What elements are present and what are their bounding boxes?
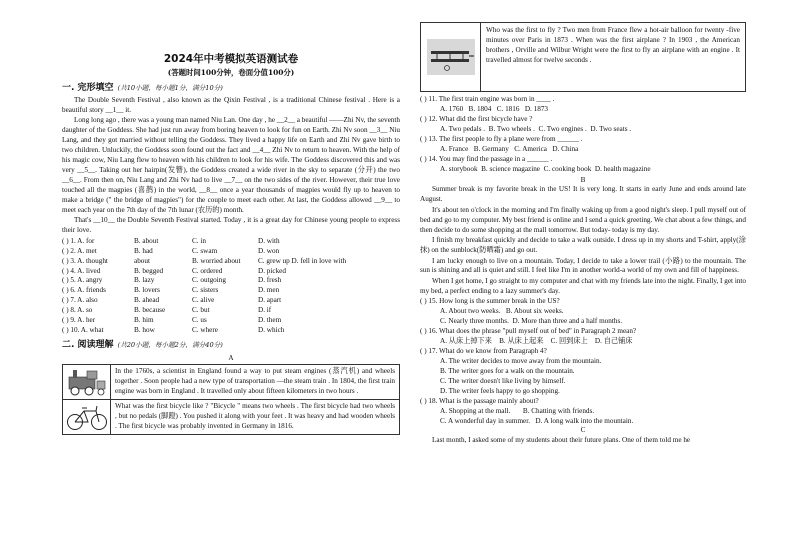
answer-option[interactable]: B. begged xyxy=(134,266,164,275)
answer-option[interactable]: D. men xyxy=(258,286,280,295)
cloze-option-row xyxy=(62,267,400,277)
answer-options[interactable]: A. 1760 B. 1804 C. 1816 D. 1873 xyxy=(440,104,549,113)
answer-option[interactable]: C. sisters xyxy=(192,286,219,295)
cloze-option-row xyxy=(62,286,400,296)
section1-heading: 一. 完形填空 (共10小题，每小题1分，满分10分) xyxy=(62,82,223,93)
answer-option[interactable]: B. him xyxy=(134,316,154,325)
cloze-options xyxy=(62,237,400,336)
passage-b-label: B xyxy=(580,175,586,184)
passage-b xyxy=(420,185,746,296)
passage-b-paragraph: When I get home, I go straight to my computer and chat with my friends late into the night. Finally, I get into my bed, a perfect ending to a lazy summer's day. xyxy=(420,276,746,295)
answer-option[interactable]: about xyxy=(134,256,150,265)
answer-option[interactable]: B. about xyxy=(134,236,159,245)
cloze-option-row xyxy=(62,276,400,286)
answer-option[interactable]: D. apart xyxy=(258,296,282,305)
answer-option[interactable]: C. in xyxy=(192,236,206,245)
passage-a-box xyxy=(62,364,400,435)
answer-option[interactable]: D. with xyxy=(258,236,280,245)
answer-option[interactable]: D. won xyxy=(258,246,280,255)
answer-option[interactable]: B. how xyxy=(134,326,155,335)
answer-option[interactable]: C. us xyxy=(192,316,207,325)
cloze-option-row xyxy=(62,296,400,306)
answer-option[interactable]: D. which xyxy=(258,326,285,335)
answer-option[interactable]: D. if xyxy=(258,306,272,315)
left-column xyxy=(62,52,400,435)
answer-option[interactable]: B. because xyxy=(134,306,166,315)
questions-b xyxy=(420,297,746,426)
answer-option[interactable]: B. ahead xyxy=(134,296,160,305)
answer-option[interactable]: B. lazy xyxy=(134,276,155,285)
answer-option[interactable]: C. but xyxy=(192,306,210,315)
passage-c-first-line: Last month, I asked some of my students about their future plans. One of them told me he xyxy=(432,436,691,445)
answer-option[interactable]: C. swam xyxy=(192,246,218,255)
answer-options[interactable]: C. Nearly three months. D. More than three and a half months. xyxy=(440,317,623,326)
question-number: ( ) 1. A. for xyxy=(62,236,95,245)
question-stem: ( ) 15. How long is the summer break in the US? xyxy=(420,297,560,306)
answer-options[interactable]: A. Shopping at the mall. B. Chatting with friends. xyxy=(440,406,595,415)
cloze-option-row xyxy=(62,257,400,267)
answer-options[interactable]: A. Two pedals . B. Two wheels . C. Two engines . D. Two seats . xyxy=(440,124,632,133)
passage-b-paragraph: Summer break is my favorite break in the US! It is very long. It starts in early June and ends around late August. xyxy=(420,185,746,204)
answer-options[interactable]: A. 从床上掉下来 B. 从床上起来 C. 回到床上 D. 自己铺床 xyxy=(440,337,633,345)
cloze-paragraph: Long long ago , there was a young man named Niu Lan. One day , he __2__ a beautiful ——Zhi Nv, the seventh daughter of the Goddess. She had just run away from boring heaven to look for fun on Earth. Zhi Nv soon __3__ Niu Lang, and they got married without telling the Goddess. They lived a happy life on Earth and Zhi Nv gave birth to two children. Unluckily, the Goddess soon found out the fact and __4__ Zhi Nv to return to heaven. With the help of his magic cow, Niu Lang flew to heaven with his children to look for his wife. The Goddess discovered this and was very __5__. Taking out her hairpin(发簪), the Goddess created a wide river in the sky to separate (分开) the two __6__. From then on, Niu Lang and Zhi Nv had to live __7__ on the two sides of the river. However, their true love touched all the magpies (喜鹊) in the world, __8__ once a year thousands of magpies would fly up to heaven to make a bridge (" the bridge of magpies") for the couple to meet each other. At last, the Goddess allowed __9__ to meet each year on the 7th day of the 7th lunar (农历的) month. xyxy=(62,116,400,214)
answer-options[interactable]: D. The writer feels happy to go shopping. xyxy=(440,386,560,395)
answer-option[interactable]: C. ordered xyxy=(192,266,223,275)
question-stem: ( ) 16. What does the phrase "pull myself out of bed" in Paragraph 2 mean? xyxy=(420,327,637,336)
question-number: ( ) 8. A. so xyxy=(62,306,93,315)
answer-options[interactable]: A. About two weeks. B. About six weeks. xyxy=(440,307,564,316)
question-number: ( ) 2. A. met xyxy=(62,246,97,255)
cloze-paragraph: The Double Seventh Festival , also known as the Qixin Festival , is a traditional Chinese festival . Here is a beautiful story __1__ it. xyxy=(62,96,400,115)
cloze-option-row xyxy=(62,326,400,336)
passage-a-row-bicycle xyxy=(63,399,399,434)
cloze-option-row xyxy=(62,247,400,257)
page-subtitle: (答题时间100分钟，卷面分值100分) xyxy=(167,68,295,78)
answer-option[interactable]: B. lovers xyxy=(134,286,160,295)
answer-options[interactable]: C. A wonderful day in summer. D. A long walk into the mountain. xyxy=(440,416,634,425)
passage-a-label: A xyxy=(228,353,234,362)
passage-a-text-bicycle: What was the first bicycle like ? "Bicycle " means two wheels . The first bicycle had two wheels , but no pedals (脚蹬) . You pushed it along with your feet . It was heavy and had wooden wheels . The first bicycle was probably invented in Germany in 1816. xyxy=(115,402,395,431)
passage-a-row-train xyxy=(63,365,399,399)
question-number: ( ) 5. A. angry xyxy=(62,276,103,285)
cloze-paragraph: That's __10__ the Double Seventh Festival started. Today , it is a great day for Chinese young people to express their love. xyxy=(62,216,400,235)
answer-options[interactable]: A. The writer decides to move away from the mountain. xyxy=(440,356,602,365)
answer-option[interactable]: C. outgoing xyxy=(192,276,226,285)
right-column xyxy=(420,22,746,447)
passage-a-text-train: In the 1760s, a scientist in England found a way to put steam engines (蒸汽机) and wheels together . Soon people had a new type of transportation —the steam train . In 1804, the first train engine was born in England . It travelled only about fifteen kilometers in two hours . xyxy=(115,367,395,396)
question-number: ( ) 9. A. her xyxy=(62,316,96,325)
cloze-option-row xyxy=(62,237,400,247)
question-stem: ( ) 18. What is the passage mainly about? xyxy=(420,396,539,405)
question-number: ( ) 6. A. friends xyxy=(62,286,106,295)
answer-options[interactable]: B. The writer goes for a walk on the mountain. xyxy=(440,366,575,375)
answer-options[interactable]: C. The writer doesn't like living by himself. xyxy=(440,376,566,385)
question-number: ( ) 4. A. lived xyxy=(62,266,101,275)
answer-option[interactable]: D. picked xyxy=(258,266,286,275)
question-stem: ( ) 17. What do we know from Paragraph 4? xyxy=(420,346,547,355)
passage-b-paragraph: It's about ten o'clock in the morning and I'm finally waking up from a good night's sleep. I pull myself out of bed and go to my computer. My best friend is online and I send a quick greeting. We chat about a few things, and then decide to do some shopping at the mall tomorrow. But today- today is my day. xyxy=(420,205,746,234)
answer-options[interactable]: A. France B. Germany C. America D. China xyxy=(440,144,579,153)
questions-a xyxy=(420,95,746,175)
question-number: ( ) 3. A. thought xyxy=(62,256,108,265)
question-number: ( ) 10. A. what xyxy=(62,326,104,335)
page-title: 2024年中考模拟英语测试卷 xyxy=(163,53,299,65)
answer-option[interactable]: C. where xyxy=(192,326,218,335)
answer-option[interactable]: B. worried about xyxy=(192,256,241,265)
passage-c-label: C xyxy=(580,426,586,435)
answer-options[interactable]: A. storybook B. science magazine C. cooking book D. health magazine xyxy=(440,164,651,173)
question-stem: ( ) 11. The first train engine was born in ____ . xyxy=(420,95,555,103)
passage-b-paragraph: I am lucky enough to live on a mountain. Today, I decide to take a lower trail (小路) to the mountain. The sun is shining and all is quiet and still. I feel like I'm in another world-a world of my own and fill of happiness. xyxy=(420,256,746,275)
question-stem: ( ) 12. What did the first bicycle have ? xyxy=(420,114,533,123)
question-stem: ( ) 14. You may find the passage in a ______ . xyxy=(420,154,553,163)
cloze-option-row xyxy=(62,316,400,326)
answer-option[interactable]: D. fresh xyxy=(258,276,282,285)
cloze-option-row xyxy=(62,306,400,316)
question-number: ( ) 7. A. also xyxy=(62,296,98,305)
airplane-icon xyxy=(421,23,481,91)
passage-a-text-plane: Who was the first to fly ? Two men from France flew a hot-air balloon for twenty -five minutes over Paris in 1873 . When was the first airplane ? In 1903 , the American brothers , Orville and Wilbur Wright were the first to fly an airplane with an engine . It travelled almost for twelve seconds . xyxy=(486,26,740,64)
passage-b-paragraph: I finish my breakfast quickly and decide to take a walk outside. I dress up in my shorts and T-shirt, apply(涂抹) on the sunblock(防晒霜) and go out. xyxy=(420,236,746,255)
answer-option[interactable]: B. had xyxy=(134,246,153,255)
answer-option[interactable]: C. grew up D. fell in love with xyxy=(258,256,347,265)
steam-train-icon xyxy=(63,365,111,399)
section2-heading: 二. 阅读理解 (共20小题，每小题2分，满分40分) xyxy=(62,340,223,351)
question-stem: ( ) 13. The first people to fly a plane were from ______ . xyxy=(420,134,583,143)
passage-a-row-plane xyxy=(420,22,746,92)
answer-option[interactable]: C. alive xyxy=(192,296,215,305)
answer-option[interactable]: D. them xyxy=(258,316,282,325)
bicycle-icon xyxy=(63,400,111,434)
